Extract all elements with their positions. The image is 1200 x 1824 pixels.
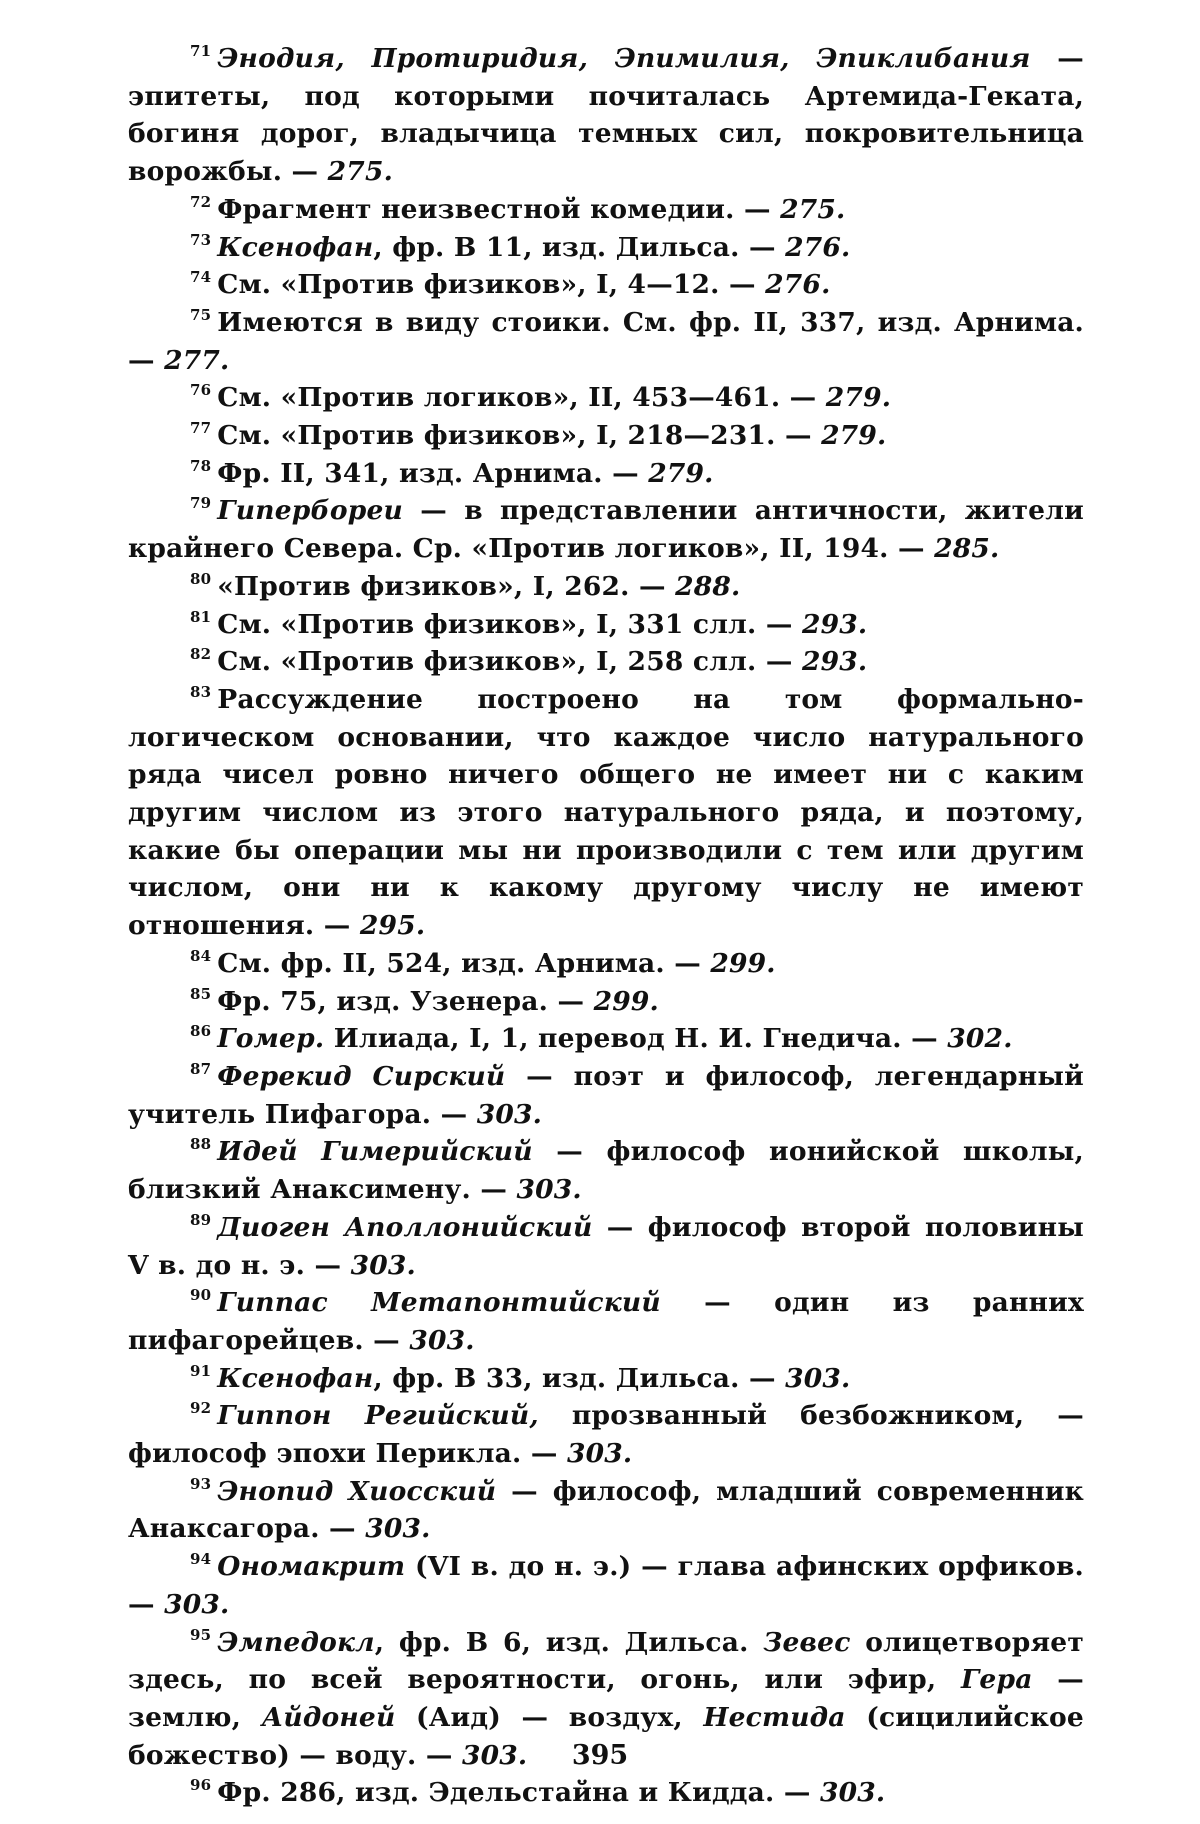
- footnote-italic-text: 293.: [801, 608, 868, 640]
- footnote-number: 72: [190, 192, 212, 211]
- footnote-italic-text: Нестида: [703, 1701, 846, 1733]
- footnote-italic-text: Идей Гимерийский: [217, 1136, 533, 1168]
- footnote-text: Имеются в виду стоики. См. фр. II, 337, изд. Арнима. —: [128, 306, 1084, 376]
- footnote-text: , фр. В 11, изд. Дильса. —: [373, 231, 786, 263]
- footnote-text: , фр. В 33, изд. Дильса. —: [373, 1362, 786, 1394]
- footnote: [128, 568, 1084, 606]
- footnote-italic-text: 276.: [765, 269, 831, 301]
- footnote-italic-text: 275.: [780, 193, 846, 225]
- footnote-italic-text: Айдоней: [261, 1701, 396, 1733]
- footnote-number: 78: [190, 456, 212, 475]
- footnote-italic-text: 303.: [820, 1777, 886, 1809]
- footnote-text: См. «Против физиков», I, 218—231. —: [217, 420, 822, 452]
- footnote: [128, 417, 1084, 455]
- footnote-italic-text: Гера: [960, 1664, 1033, 1696]
- footnote: [128, 1058, 1084, 1133]
- footnote-number: 80: [190, 569, 212, 588]
- footnote-text: — в представлении античности, жители крайнего Севера. Ср. «Против логиков», II, 194. —: [128, 495, 1084, 565]
- footnote-text: См. «Против логиков», II, 453—461. —: [217, 382, 826, 414]
- footnote-italic-text: 285.: [934, 533, 1000, 565]
- footnote: [128, 455, 1084, 493]
- footnote-text: См. фр. II, 524, изд. Арнима. —: [217, 947, 711, 979]
- footnote-number: 85: [190, 984, 212, 1003]
- footnote-italic-text: 303.: [365, 1513, 431, 1545]
- footnote-italic-text: 303.: [462, 1739, 528, 1771]
- footnote-text: (VI в. до н. э.) — глава афинских орфиков. —: [128, 1551, 1084, 1620]
- footnote: [128, 643, 1084, 681]
- footnote-text: Фр. 75, изд. Узенера. —: [217, 985, 594, 1017]
- footnote-italic-text: Ономакрит: [217, 1551, 406, 1583]
- footnote-text: См. «Против физиков», I, 331 слл. —: [217, 608, 802, 640]
- footnote-text: олицетворяет здесь, по всей вероятности, огонь, или эфир,: [128, 1626, 1084, 1696]
- footnote-text: — философ ионийской школы, близкий Анаксимену. —: [128, 1136, 1084, 1206]
- footnote: [128, 266, 1084, 304]
- footnote: [128, 1284, 1084, 1359]
- footnote-number: 81: [190, 607, 212, 626]
- footnote: [128, 1209, 1084, 1284]
- footnote: [128, 1774, 1084, 1812]
- footnote-italic-text: Энопид Хиосский: [217, 1475, 497, 1507]
- footnote-number: 87: [190, 1059, 212, 1078]
- footnote-italic-text: Гомер.: [217, 1023, 325, 1055]
- footnote: [128, 983, 1084, 1021]
- footnotes-page: [128, 40, 1084, 1812]
- footnote-text: Фрагмент неизвестной комедии. —: [217, 193, 781, 225]
- footnote-italic-text: Гипербореи: [217, 495, 403, 527]
- footnote-italic-text: Ксенофан: [217, 231, 374, 263]
- footnote-italic-text: Зевес: [763, 1626, 851, 1658]
- footnote-italic-text: 303.: [350, 1249, 416, 1281]
- footnote-italic-text: 277.: [164, 344, 230, 376]
- footnote-italic-text: 275.: [327, 156, 394, 188]
- footnote-text: Фр. II, 341, изд. Арнима. —: [217, 457, 649, 489]
- footnote-italic-text: 299.: [710, 947, 776, 979]
- footnote-number: 96: [190, 1776, 212, 1795]
- footnote: [128, 1548, 1084, 1623]
- footnote-text: Фр. 286, изд. Эдельстайна и Кидда. —: [217, 1777, 821, 1809]
- footnote: [128, 40, 1084, 191]
- footnote-italic-text: 303.: [516, 1174, 582, 1206]
- footnote-number: 74: [190, 268, 212, 287]
- footnote: [128, 1397, 1084, 1472]
- footnote-number: 90: [190, 1286, 212, 1305]
- footnote-number: 76: [190, 381, 212, 400]
- footnote: [128, 945, 1084, 983]
- footnote: [128, 1133, 1084, 1208]
- footnote-text: прозванный безбожником, — философ эпохи Перикла. —: [128, 1400, 1084, 1470]
- footnote-italic-text: 288.: [675, 570, 741, 602]
- footnote-italic-text: 279.: [825, 382, 892, 414]
- footnote: [128, 492, 1084, 567]
- footnote-italic-text: Гиппон Регийский,: [217, 1400, 539, 1432]
- footnote-italic-text: Ферекид Сирский: [217, 1060, 506, 1092]
- page-number: 395: [571, 1740, 629, 1771]
- footnote-italic-text: 303.: [164, 1588, 230, 1620]
- footnote-italic-text: 303.: [409, 1324, 475, 1356]
- footnote-number: 88: [190, 1135, 212, 1154]
- footnote-number: 89: [190, 1210, 212, 1229]
- footnote-text: — один из ранних пифагорейцев. —: [128, 1287, 1084, 1356]
- footnote-italic-text: 303.: [566, 1438, 633, 1470]
- footnote-italic-text: Энодия, Протиридия, Эпимилия, Эпиклибания: [217, 43, 1031, 74]
- footnote: [128, 229, 1084, 267]
- footnote: [128, 681, 1084, 945]
- footnote-text: , фр. В 6, изд. Дильса.: [374, 1626, 764, 1658]
- footnote-italic-text: 276.: [785, 231, 851, 263]
- footnote-italic-text: 293.: [801, 646, 868, 678]
- footnote-text: — поэт и философ, легендарный учитель Пифагора. —: [128, 1060, 1085, 1130]
- footnote-number: 83: [190, 682, 212, 701]
- footnote-text: Илиада, I, 1, перевод Н. И. Гнедича. —: [324, 1023, 948, 1055]
- footnote: [128, 1473, 1084, 1548]
- footnote-italic-text: Эмпедокл: [217, 1626, 375, 1658]
- footnote: [128, 1020, 1084, 1058]
- footnote-text: — философ второй половины V в. до н. э. —: [128, 1211, 1085, 1281]
- footnote-italic-text: 302.: [947, 1023, 1013, 1055]
- footnote-number: 84: [190, 946, 212, 965]
- footnote-text: — философ, младший современник Анаксагора. —: [128, 1475, 1085, 1545]
- footnote-text: — землю,: [128, 1664, 1084, 1733]
- footnote-number: 71: [190, 42, 212, 60]
- footnote-italic-text: 303.: [476, 1098, 543, 1130]
- footnote-number: 77: [190, 419, 212, 438]
- footnote-number: 82: [190, 645, 212, 664]
- footnote-text: «Против физиков», I, 262. —: [217, 570, 676, 602]
- footnote-italic-text: 295.: [359, 910, 426, 942]
- footnote-number: 75: [190, 305, 212, 324]
- footnote-number: 95: [190, 1625, 212, 1644]
- footnote-italic-text: Диоген Аполлонийский: [217, 1211, 593, 1243]
- footnote-text: См. «Против физиков», I, 4—12. —: [217, 269, 766, 301]
- footnote-text: (сицилийское божество) — воду. —: [128, 1701, 1084, 1771]
- footnote-number: 91: [190, 1361, 212, 1380]
- footnote-text: См. «Против физиков», I, 258 слл. —: [217, 646, 802, 678]
- footnote-italic-text: 303.: [785, 1362, 851, 1394]
- footnote: [128, 304, 1084, 379]
- footnote: [128, 1360, 1084, 1398]
- footnote: [128, 606, 1084, 644]
- footnote-text: Рассуждение построено на том формально-логическом основании, что каждое число натурального ряда чисел ровно ничего общего не имеет ни с каким другим числом из этого натурального ряда, и поэтому, какие бы операции мы ни производили с тем или другим числом, они ни к какому другому числу не имеют отношения. —: [128, 683, 1084, 942]
- footnote-number: 73: [190, 230, 212, 249]
- footnote: [128, 191, 1084, 229]
- footnote-number: 93: [190, 1474, 212, 1493]
- footnote-number: 79: [190, 494, 212, 513]
- footnote-italic-text: Гиппас Метапонтийский: [217, 1287, 661, 1319]
- footnote-italic-text: 279.: [648, 457, 714, 489]
- footnote: [128, 379, 1084, 417]
- footnote-italic-text: Ксенофан: [217, 1362, 374, 1394]
- footnote-number: 94: [190, 1550, 212, 1569]
- footnote-number: 92: [190, 1399, 212, 1418]
- footnote-text: — эпитеты, под которыми почиталась Артемида-Геката, богиня дорог, владычица темных сил, покровительница ворожбы. —: [128, 43, 1084, 188]
- footnote-text: (Аид) — воздух,: [395, 1701, 704, 1733]
- footnote-italic-text: 299.: [593, 985, 659, 1017]
- footnote-number: 86: [190, 1022, 212, 1041]
- footnote-italic-text: 279.: [821, 420, 887, 452]
